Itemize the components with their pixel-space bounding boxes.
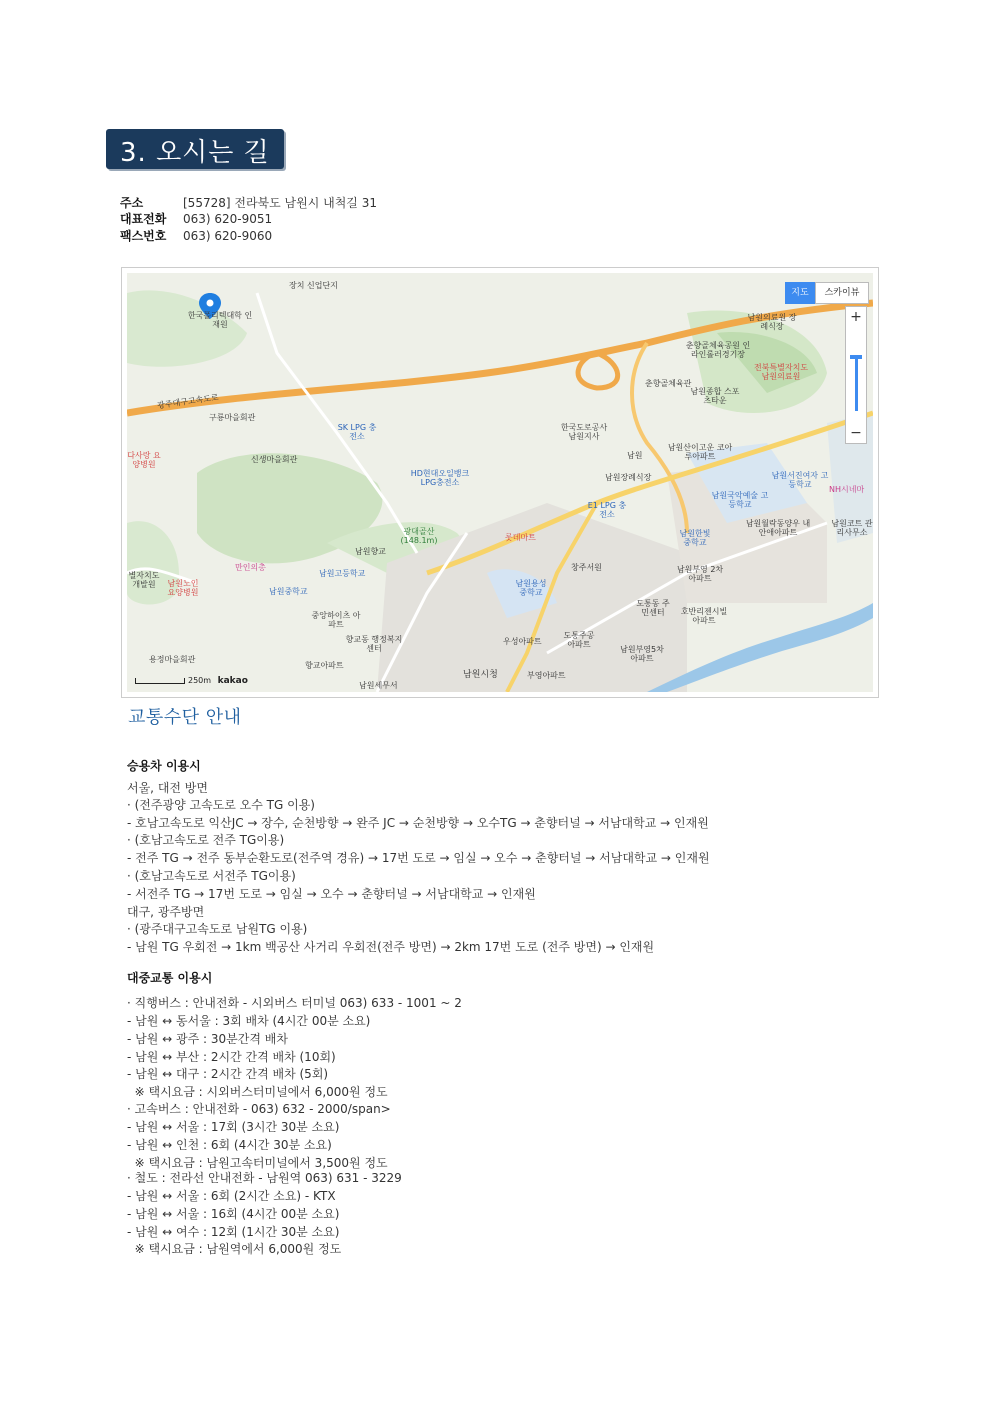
info-value: 063) 620-9060 — [183, 229, 273, 243]
info-key: 주소 — [120, 196, 144, 210]
zoom-slider-track[interactable] — [855, 355, 858, 411]
scale-bar — [135, 678, 185, 684]
transport-line: · (전주광양 고속도로 오수 TG 이용) — [127, 798, 315, 812]
map-canvas[interactable] — [127, 273, 873, 692]
section-title: 3. 오시는 길 — [120, 138, 270, 168]
map-view-button[interactable]: 지도 — [785, 282, 815, 304]
zoom-slider-handle[interactable] — [850, 355, 862, 359]
transport-line: - 남원 ↔ 여수 : 12회 (1시간 30분 소요) — [127, 1225, 340, 1239]
map-label: 중앙하이츠 아파트 — [311, 611, 361, 629]
map-label: 남원부영 2차아파트 — [676, 565, 724, 583]
map-label: 남원세무서 — [359, 681, 398, 690]
transport-line: - 남원 ↔ 인천 : 6회 (4시간 30분 소요) — [127, 1138, 332, 1152]
map-label: 창주서원 — [571, 563, 602, 572]
map-label: 우성아파트 — [503, 637, 542, 646]
map-label: 남원의료원 장례식장 — [747, 313, 797, 331]
map-label: 남원한빛 중학교 — [679, 529, 711, 547]
transport-line: ※ 택시요금 : 시외버스터미널에서 6,000원 정도 — [127, 1085, 388, 1099]
transport-line: - 남원 ↔ 서울 : 17회 (3시간 30분 소요) — [127, 1120, 340, 1134]
transport-line: - 남원 ↔ 동서울 : 3회 배차 (4시간 00분 소요) — [127, 1014, 371, 1028]
info-value: [55728] 전라북도 남원시 내척길 31 — [183, 196, 377, 210]
map-label: 남원산이고운 코아루아파트 — [667, 443, 733, 461]
transport-line: - 호남고속도로 익산JC → 장수, 순천방향 → 완주 JC → 순천방향 → 오수TG → 춘향터널 → 서남대학교 → 인재원 — [127, 816, 709, 830]
info-row-address — [120, 195, 520, 211]
info-value: 063) 620-9051 — [183, 212, 273, 226]
map-label: 한국도로공사 남원지사 — [560, 423, 608, 441]
transport-line: · (광주대구고속도로 남원TG 이용) — [127, 922, 308, 936]
map-label: 만인의총 — [235, 563, 266, 572]
transport-line: - 남원 ↔ 서울 : 16회 (4시간 00분 소요) — [127, 1207, 340, 1221]
subsection-heading: 대중교통 이용시 — [127, 971, 213, 985]
transport-line: - 전주 TG → 전주 동부순환도로(전주역 경유) → 17번 도로 → 임실 → 오수 → 춘향터널 → 서남대학교 → 인재원 — [127, 851, 710, 865]
map-label: 춘향골체육관 — [645, 379, 692, 388]
map-label: 춘향골체육공원 인라인롤러경기장 — [685, 341, 751, 359]
map-label: SK LPG 충전소 — [337, 423, 377, 441]
map-label: 남원장례식장 — [605, 473, 652, 482]
transport-line: · (호남고속도로 서전주 TG이용) — [127, 869, 296, 883]
transport-line: · (호남고속도로 전주 TG이용) — [127, 833, 285, 847]
map-label: 구룡마을회관 — [209, 413, 256, 422]
transport-line: - 남원 ↔ 대구 : 2시간 간격 배차 (5회) — [127, 1067, 329, 1081]
map-label: 남원노인 요양병원 — [167, 579, 199, 597]
map-label: 남원코트 관리사무소 — [831, 519, 873, 537]
map-label: 신생마을회관 — [251, 455, 298, 464]
map-label: 부영아파트 — [527, 671, 566, 680]
scale-text: 250m — [188, 676, 212, 685]
map-label: 한국폴리텍대학 인재원 — [187, 311, 253, 329]
map-label: 남원국악예술 고등학교 — [711, 491, 769, 509]
map-scale — [135, 676, 248, 686]
map-label: 향교동 행정복지센터 — [345, 635, 403, 653]
map-label: 남원향교 — [355, 547, 386, 556]
map-label: 도통동 주민센터 — [636, 599, 670, 617]
map-label: 별자치도 개발원 — [128, 571, 160, 589]
kakao-logo: kakao — [217, 676, 248, 686]
map-label: 다사랑 요양병원 — [127, 451, 161, 469]
transport-heading: 교통수단 안내 — [128, 707, 242, 728]
map-label: NH시네마 — [829, 485, 865, 494]
map-label: 광주대구고속도로 — [156, 392, 220, 411]
zoom-control[interactable] — [845, 306, 867, 444]
subsection-heading: 승용차 이용시 — [127, 759, 201, 773]
info-row-phone — [120, 211, 520, 227]
map-label: 장치 신업단지 — [289, 281, 338, 290]
map-label: 향교아파트 — [305, 661, 344, 670]
info-row-fax — [120, 228, 520, 244]
map-graphics — [127, 273, 873, 692]
map-label: 용정마을회관 — [149, 655, 196, 664]
transport-line: - 서전주 TG → 17번 도로 → 임실 → 오수 → 춘향터널 → 서남대학교 → 인재원 — [127, 887, 536, 901]
skyview-button[interactable]: 스카이뷰 — [815, 282, 869, 304]
map-label: 도통주공 아파트 — [563, 631, 595, 649]
map-label: 남원부영5차 아파트 — [620, 645, 664, 663]
info-key: 팩스번호 — [120, 229, 167, 243]
transport-line: ※ 택시요금 : 남원고속터미널에서 3,500원 정도 — [127, 1156, 388, 1170]
map-label: HD현대오일뱅크 LPG충전소 — [410, 469, 470, 487]
transport-line: - 남원 ↔ 광주 : 30분간격 배차 — [127, 1032, 288, 1046]
map-label: 남원서진여자 고등학교 — [771, 471, 829, 489]
map-label: 전북특별자치도 남원의료원 — [753, 363, 809, 381]
transport-line: - 남원 TG 우회전 → 1km 백공산 사거리 우회전(전주 방면) → 2km 17번 도로 (전주 방면) → 인재원 — [127, 940, 655, 954]
transport-line: 대구, 광주방면 — [127, 905, 205, 919]
map-label: 남원 — [627, 451, 643, 460]
map-label: 남원용성 중학교 — [515, 579, 547, 597]
zoom-in-button[interactable]: + — [850, 309, 862, 325]
transport-line: - 남원 ↔ 부산 : 2시간 간격 배차 (10회) — [127, 1050, 336, 1064]
map-label: 광대골산 (148.1m) — [400, 527, 438, 545]
map-label: 남원중학교 — [269, 587, 308, 596]
zoom-out-button[interactable]: − — [850, 425, 862, 441]
transport-line: · 철도 : 전라선 안내전화 - 남원역 063) 631 - 3229 — [127, 1171, 402, 1185]
map-label: 호반리젠시빌 아파트 — [680, 607, 728, 625]
transport-line: ※ 택시요금 : 남원역에서 6,000원 정도 — [127, 1242, 342, 1256]
transport-line: 서울, 대전 방면 — [127, 781, 208, 795]
transport-line: - 남원 ↔ 서울 : 6회 (2시간 소요) - KTX — [127, 1189, 336, 1203]
transport-line: · 직행버스 : 안내전화 - 시외버스 터미널 063) 633 - 1001 ~ 2 — [127, 996, 462, 1010]
map-label: 남원종합 스포츠타운 — [690, 387, 740, 405]
map-label: 남원고등학교 — [319, 569, 366, 578]
map-label: 남원월락동양우 내안애아파트 — [745, 519, 811, 537]
map-label: 남원시청 — [463, 670, 498, 680]
section-title-box — [106, 129, 284, 169]
map-label: 롯데마트 — [505, 533, 536, 542]
info-key: 대표전화 — [120, 212, 167, 226]
map-label: E1 LPG 충전소 — [587, 501, 627, 519]
location-map[interactable] — [121, 267, 879, 698]
transport-line: · 고속버스 : 안내전화 - 063) 632 - 2000/span> — [127, 1102, 391, 1116]
